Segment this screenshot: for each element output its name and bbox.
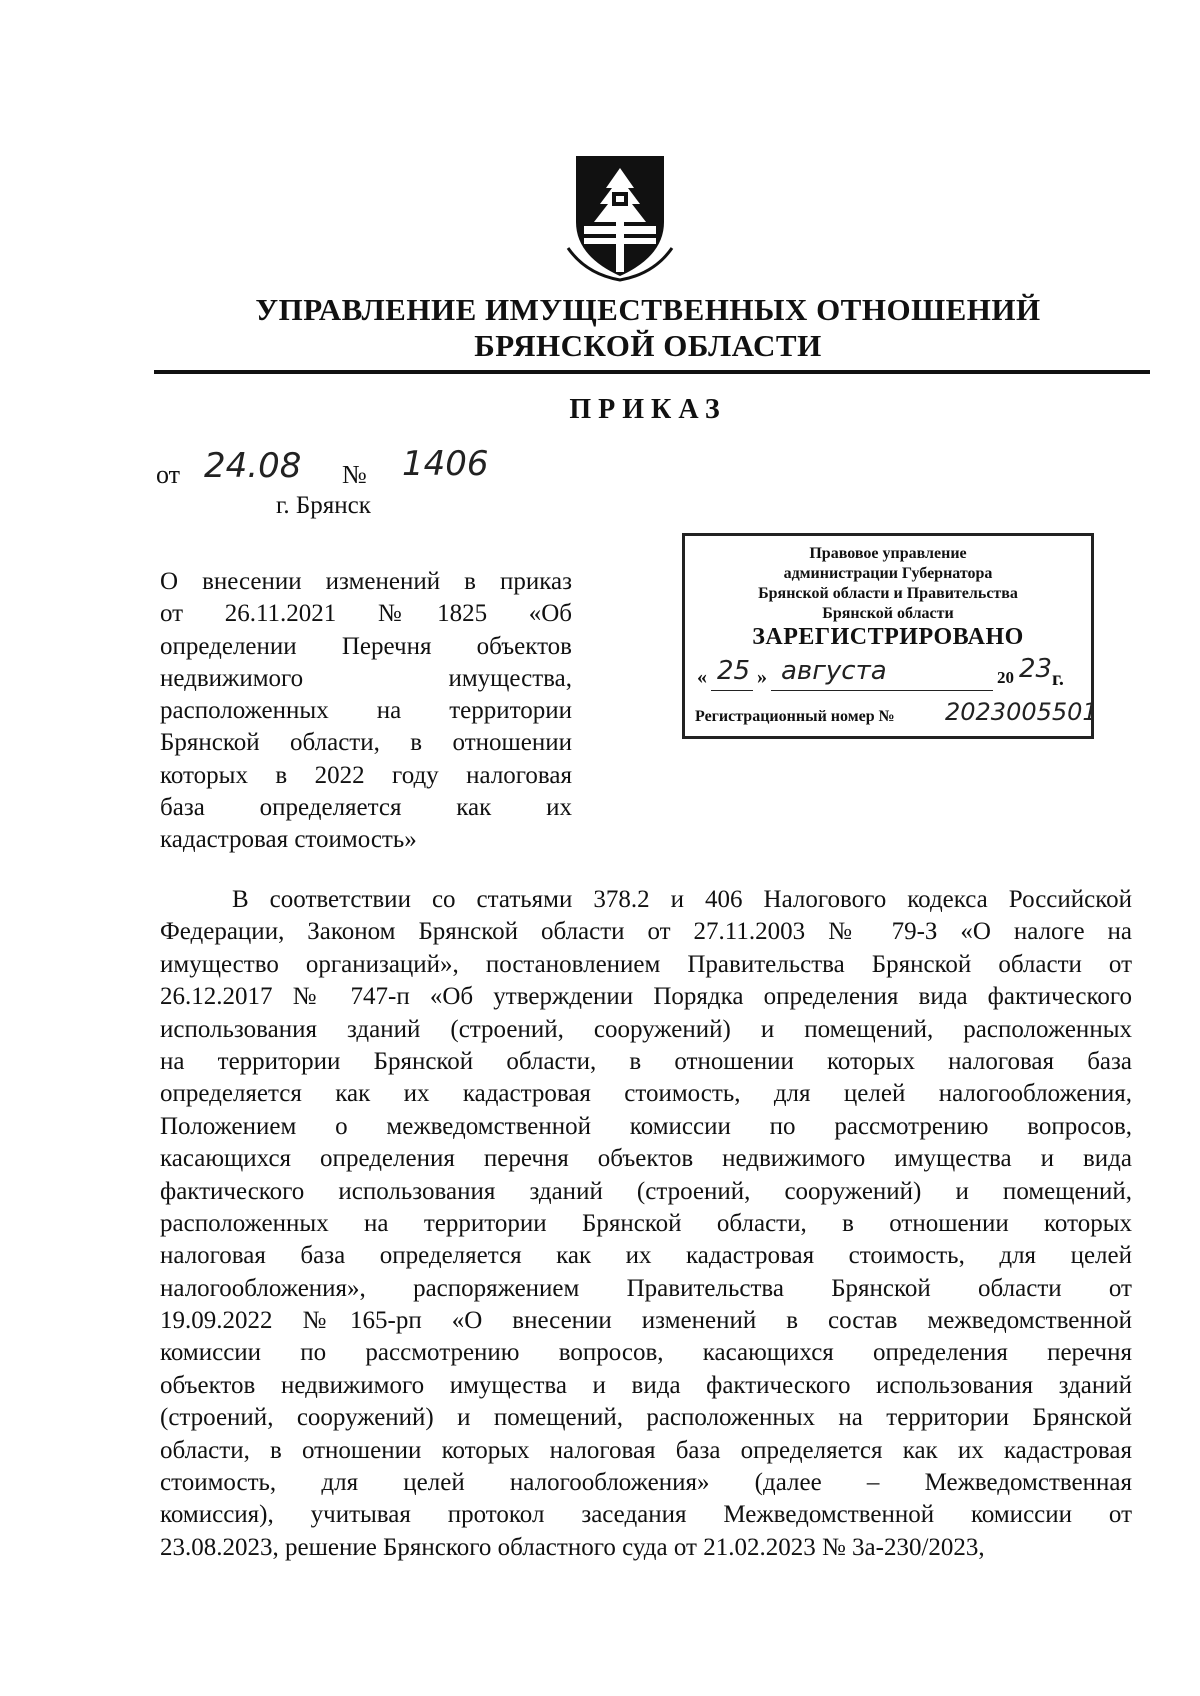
order-date-handwritten: 24.08 xyxy=(204,446,302,486)
document-title: ПРИКАЗ xyxy=(569,394,727,425)
body-line: Положением о межведомственной комиссии по рассмотрению вопросов, xyxy=(160,1112,1132,1140)
registration-stamp xyxy=(682,533,1098,739)
body-line: 26.12.2017 № 747-п «Об утверждении Порядка определения вида фактического xyxy=(160,983,1132,1011)
body-line: 19.09.2022 №165-рп «О внесении изменений в состав межведомственной xyxy=(160,1307,1132,1335)
header-divider xyxy=(154,370,1150,374)
stamp-date-line xyxy=(697,654,1081,696)
body-line: стоимость, для целей налогообложения» (далее – Межведомственная xyxy=(160,1469,1132,1497)
subject-line: база определяется как их xyxy=(160,794,572,822)
body-line: комиссии по рассмотрению вопросов, касающихся определения перечня xyxy=(160,1339,1132,1367)
body-line: на территории Брянской области, в отношении которых налоговая база xyxy=(160,1047,1132,1075)
city: г. Брянск xyxy=(276,492,371,519)
organization-name-line1: УПРАВЛЕНИЕ ИМУЩЕСТВЕННЫХ ОТНОШЕНИЙ xyxy=(255,292,1041,327)
subject-line: кадастровая стоимость» xyxy=(160,826,417,854)
stamp-line-3: Брянской области и Правительства xyxy=(758,585,1018,602)
subject-line: недвижимого имущества, xyxy=(160,664,572,692)
coat-of-arms-icon xyxy=(566,152,674,282)
body-line: (строений, сооружений) и помещений, расположенных на территории Брянской xyxy=(160,1404,1132,1432)
subject-line: которых в 2022 году налоговая xyxy=(160,761,572,789)
body-line: фактического использования зданий (строений, сооружений) и помещений, xyxy=(160,1177,1132,1205)
stamp-day-handwritten: 25 xyxy=(717,656,751,686)
stamp-close-quote: » xyxy=(757,666,767,688)
body-line: налоговая база определяется как их кадастровая стоимость, для целей xyxy=(160,1242,1132,1270)
subject-line: расположенных на территории xyxy=(160,697,572,725)
body-line: 23.08.2023, решение Брянского областного суда от 21.02.2023 № 3а-230/2023, xyxy=(160,1533,985,1561)
subject-line: определении Перечня объектов xyxy=(160,632,572,660)
body-line: имущество организаций», постановлением Правительства Брянской области от xyxy=(160,950,1132,978)
body-line: касающихся определения перечня объектов недвижимого имущества и вида xyxy=(160,1145,1132,1173)
stamp-year-suffix: г. xyxy=(1052,668,1064,690)
body-line: расположенных на территории Брянской области, в отношении которых xyxy=(160,1209,1132,1237)
organization-name-line2: БРЯНСКОЙ ОБЛАСТИ xyxy=(474,328,822,363)
stamp-reg-number-handwritten: 2023005501 xyxy=(945,698,1098,726)
number-label: № xyxy=(342,460,367,489)
stamp-open-quote: « xyxy=(697,666,707,688)
stamp-year-prefix: 20 xyxy=(997,668,1014,687)
body-line: В соответствии со статьями 378.2 и 406 Налогового кодекса Российской xyxy=(232,886,1132,913)
stamp-month-handwritten: августа xyxy=(781,656,887,686)
body-line: определяется как их кадастровая стоимость, для целей налогообложения, xyxy=(160,1080,1132,1108)
body-line: налогообложения», распоряжением Правительства Брянской области от xyxy=(160,1274,1132,1302)
subject-line: от 26.11.2021 №1825 «Об xyxy=(160,600,572,628)
body-line: области, в отношении которых налоговая база определяется как их кадастровая xyxy=(160,1436,1132,1464)
body-line: использования зданий (строений, сооружений) и помещений, расположенных xyxy=(160,1015,1132,1043)
stamp-reg-number-label: Регистрационный номер № xyxy=(695,708,895,725)
date-label: от xyxy=(156,460,181,489)
order-number-handwritten: 1406 xyxy=(402,444,489,484)
body-line: комиссия), учитывая протокол заседания Межведомственной комиссии от xyxy=(160,1501,1132,1529)
stamp-year-handwritten: 23 xyxy=(1019,654,1053,684)
subject-line: О внесении изменений в приказ xyxy=(160,568,572,595)
stamp-line-2: администрации Губернатора xyxy=(783,565,993,582)
stamp-registered: ЗАРЕГИСТРИРОВАНО xyxy=(752,624,1024,650)
body-line: объектов недвижимого имущества и вида фактического использования зданий xyxy=(160,1371,1132,1399)
stamp-line-1: Правовое управление xyxy=(809,545,967,562)
body-line: Федерации, Законом Брянской области от 27.11.2003 № 79-З «О налоге на xyxy=(160,918,1132,946)
order-body xyxy=(160,884,1132,1564)
order-subject xyxy=(160,566,572,857)
subject-line: Брянской области, в отношении xyxy=(160,729,572,757)
stamp-line-4: Брянской области xyxy=(822,605,954,622)
